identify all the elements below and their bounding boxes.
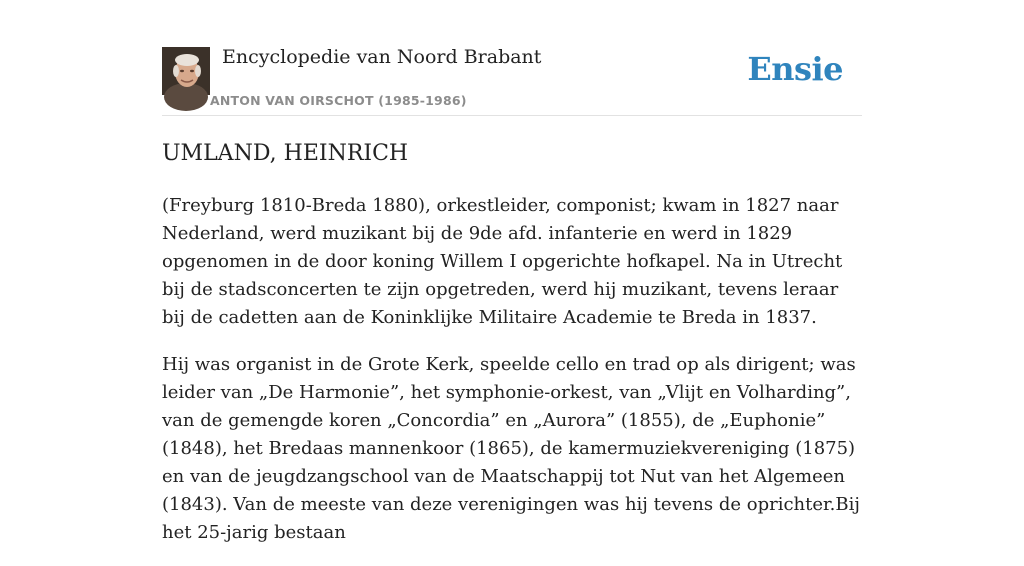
entry-paragraph: (Freyburg 1810-Breda 1880), orkestleider, componist; kwam in 1827 naar Nederland, werd muzikant bij de 9de afd. infanterie en werd in 1829 opgenomen in de door koning Willem I opgerichte hofkapel. Na in Utrecht bij de stadsconcerten te zijn opgetreden, werd hij muzikant, tevens leraar bij de cadetten aan de Koninklijke Militaire Academie te Breda in 1837. (162, 195, 843, 328)
entry-paragraph: Hij was organist in de Grote Kerk, speelde cello en trad op als dirigent; was leider van „De Harmonie”, het symphonie-orkest, van „Vlijt en Volharding”, van de gemengde koren „Concordia” en „Aurora” (1855), de „Euphonie” (1848), het Bredaas mannenkoor (1865), de kamermuziekvereniging (1875) en van de jeugdzangschool van de Maatschappij tot Nut van het Algemeen (1843). Van de meeste van deze verenigingen was hij tevens de oprichter.Bij het 25-jarig bestaan (162, 354, 860, 543)
entry-title: UMLAND, HEINRICH (162, 141, 409, 166)
page (162, 0, 862, 543)
page-header (162, 0, 862, 116)
author-name[interactable]: ANTON VAN OIRSCHOT (1985-1986) (210, 93, 467, 108)
ensie-logo[interactable]: Ensie (747, 50, 843, 88)
source-title[interactable]: Encyclopedie van Noord Brabant (222, 46, 542, 68)
entry-body (162, 192, 862, 566)
author-portrait-icon[interactable] (162, 47, 210, 95)
